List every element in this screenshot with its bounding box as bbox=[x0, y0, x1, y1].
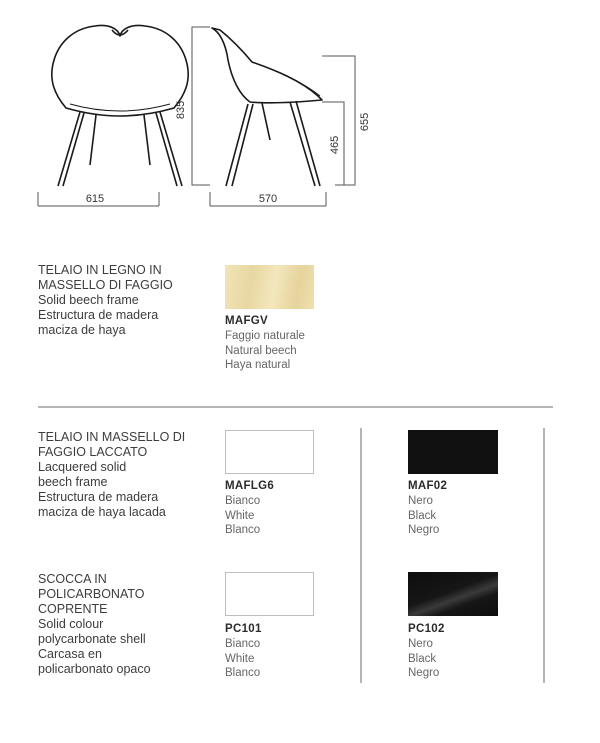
side-leg-back bbox=[290, 102, 315, 186]
front-width-label: 615 bbox=[85, 193, 105, 205]
title-line: Carcasa en bbox=[38, 647, 102, 661]
front-leg-right bbox=[156, 113, 177, 186]
finish-name-en: Black bbox=[408, 509, 437, 522]
chair-front-view bbox=[52, 25, 188, 186]
side-armrest bbox=[252, 62, 320, 96]
finish-name-es: Blanco bbox=[225, 524, 261, 536]
finish-name-es: Negro bbox=[408, 667, 440, 679]
section-beech-frame-title bbox=[38, 263, 173, 338]
front-shell-top-notch bbox=[112, 30, 128, 35]
title-line: policarbonato opaco bbox=[38, 662, 151, 676]
title-line: maciza de haya lacada bbox=[38, 505, 166, 519]
armrest-height-dimension bbox=[322, 56, 355, 185]
title-line: TELAIO IN LEGNO IN bbox=[38, 263, 162, 277]
swatch-maf02[interactable] bbox=[408, 430, 498, 474]
front-leg-left bbox=[58, 112, 80, 186]
column-divider bbox=[543, 428, 545, 683]
finish-code: PC102 bbox=[408, 623, 445, 635]
finish-names bbox=[408, 637, 439, 681]
swatch-maflg6[interactable] bbox=[225, 430, 314, 474]
finish-name-it: Bianco bbox=[225, 495, 261, 507]
finish-code: MAF02 bbox=[408, 480, 448, 492]
title-line: Lacquered solid bbox=[38, 460, 127, 474]
total-height-label: 835 bbox=[175, 100, 187, 120]
front-leg-mid-left bbox=[90, 115, 96, 165]
swatch-pc101[interactable] bbox=[225, 572, 314, 616]
front-leg-mid-right bbox=[144, 115, 150, 165]
swatch-pc102[interactable] bbox=[408, 572, 498, 616]
total-height-dimension bbox=[192, 27, 210, 185]
finish-name-en: Black bbox=[408, 652, 437, 665]
side-shell bbox=[212, 28, 322, 103]
finish-code: MAFLG6 bbox=[225, 480, 275, 492]
front-shell bbox=[52, 25, 188, 116]
section-divider bbox=[38, 406, 553, 408]
title-line: POLICARBONATO bbox=[38, 587, 145, 601]
finish-names bbox=[408, 494, 439, 538]
title-line: Estructura de madera bbox=[38, 308, 159, 322]
side-leg-front bbox=[226, 104, 248, 186]
section-polycarbonate-shell-title bbox=[38, 572, 151, 677]
finish-names bbox=[225, 329, 305, 373]
title-line: maciza de haya bbox=[38, 323, 126, 337]
title-line: beech frame bbox=[38, 475, 108, 489]
title-line: Estructura de madera bbox=[38, 490, 159, 504]
finish-name-es: Haya natural bbox=[225, 359, 291, 371]
title-line: COPRENTE bbox=[38, 602, 108, 616]
title-line: Solid colour bbox=[38, 617, 104, 631]
title-line: MASSELLO DI FAGGIO bbox=[38, 278, 173, 292]
finish-name-it: Bianco bbox=[225, 638, 261, 650]
title-line: Solid beech frame bbox=[38, 293, 139, 307]
section-lacquered-frame-title bbox=[38, 430, 185, 520]
finish-name-it: Nero bbox=[408, 495, 433, 507]
finish-names bbox=[225, 637, 260, 681]
chair-side-view bbox=[212, 28, 322, 186]
finish-name-it: Nero bbox=[408, 638, 433, 650]
title-line: SCOCCA IN bbox=[38, 572, 107, 586]
title-line: TELAIO IN MASSELLO DI bbox=[38, 430, 186, 444]
title-line: polycarbonate shell bbox=[38, 632, 146, 646]
finish-name-es: Blanco bbox=[225, 667, 261, 679]
finish-name-it: Faggio naturale bbox=[225, 330, 305, 342]
finish-name-en: White bbox=[225, 509, 255, 522]
finish-name-en: Natural beech bbox=[225, 344, 297, 357]
swatch-mafgv[interactable] bbox=[225, 265, 314, 309]
finish-code: MAFGV bbox=[225, 315, 269, 327]
title-line: FAGGIO LACCATO bbox=[38, 445, 148, 459]
side-depth-label: 570 bbox=[258, 193, 278, 205]
finish-name-es: Negro bbox=[408, 524, 440, 536]
front-seat-edge bbox=[70, 104, 170, 111]
finish-names bbox=[225, 494, 260, 538]
finish-code: PC101 bbox=[225, 623, 262, 635]
column-divider bbox=[360, 428, 362, 683]
chair-dimension-drawing bbox=[0, 0, 600, 215]
finish-name-en: White bbox=[225, 652, 255, 665]
armrest-height-label: 655 bbox=[359, 112, 371, 132]
seat-height-label: 465 bbox=[329, 135, 341, 155]
